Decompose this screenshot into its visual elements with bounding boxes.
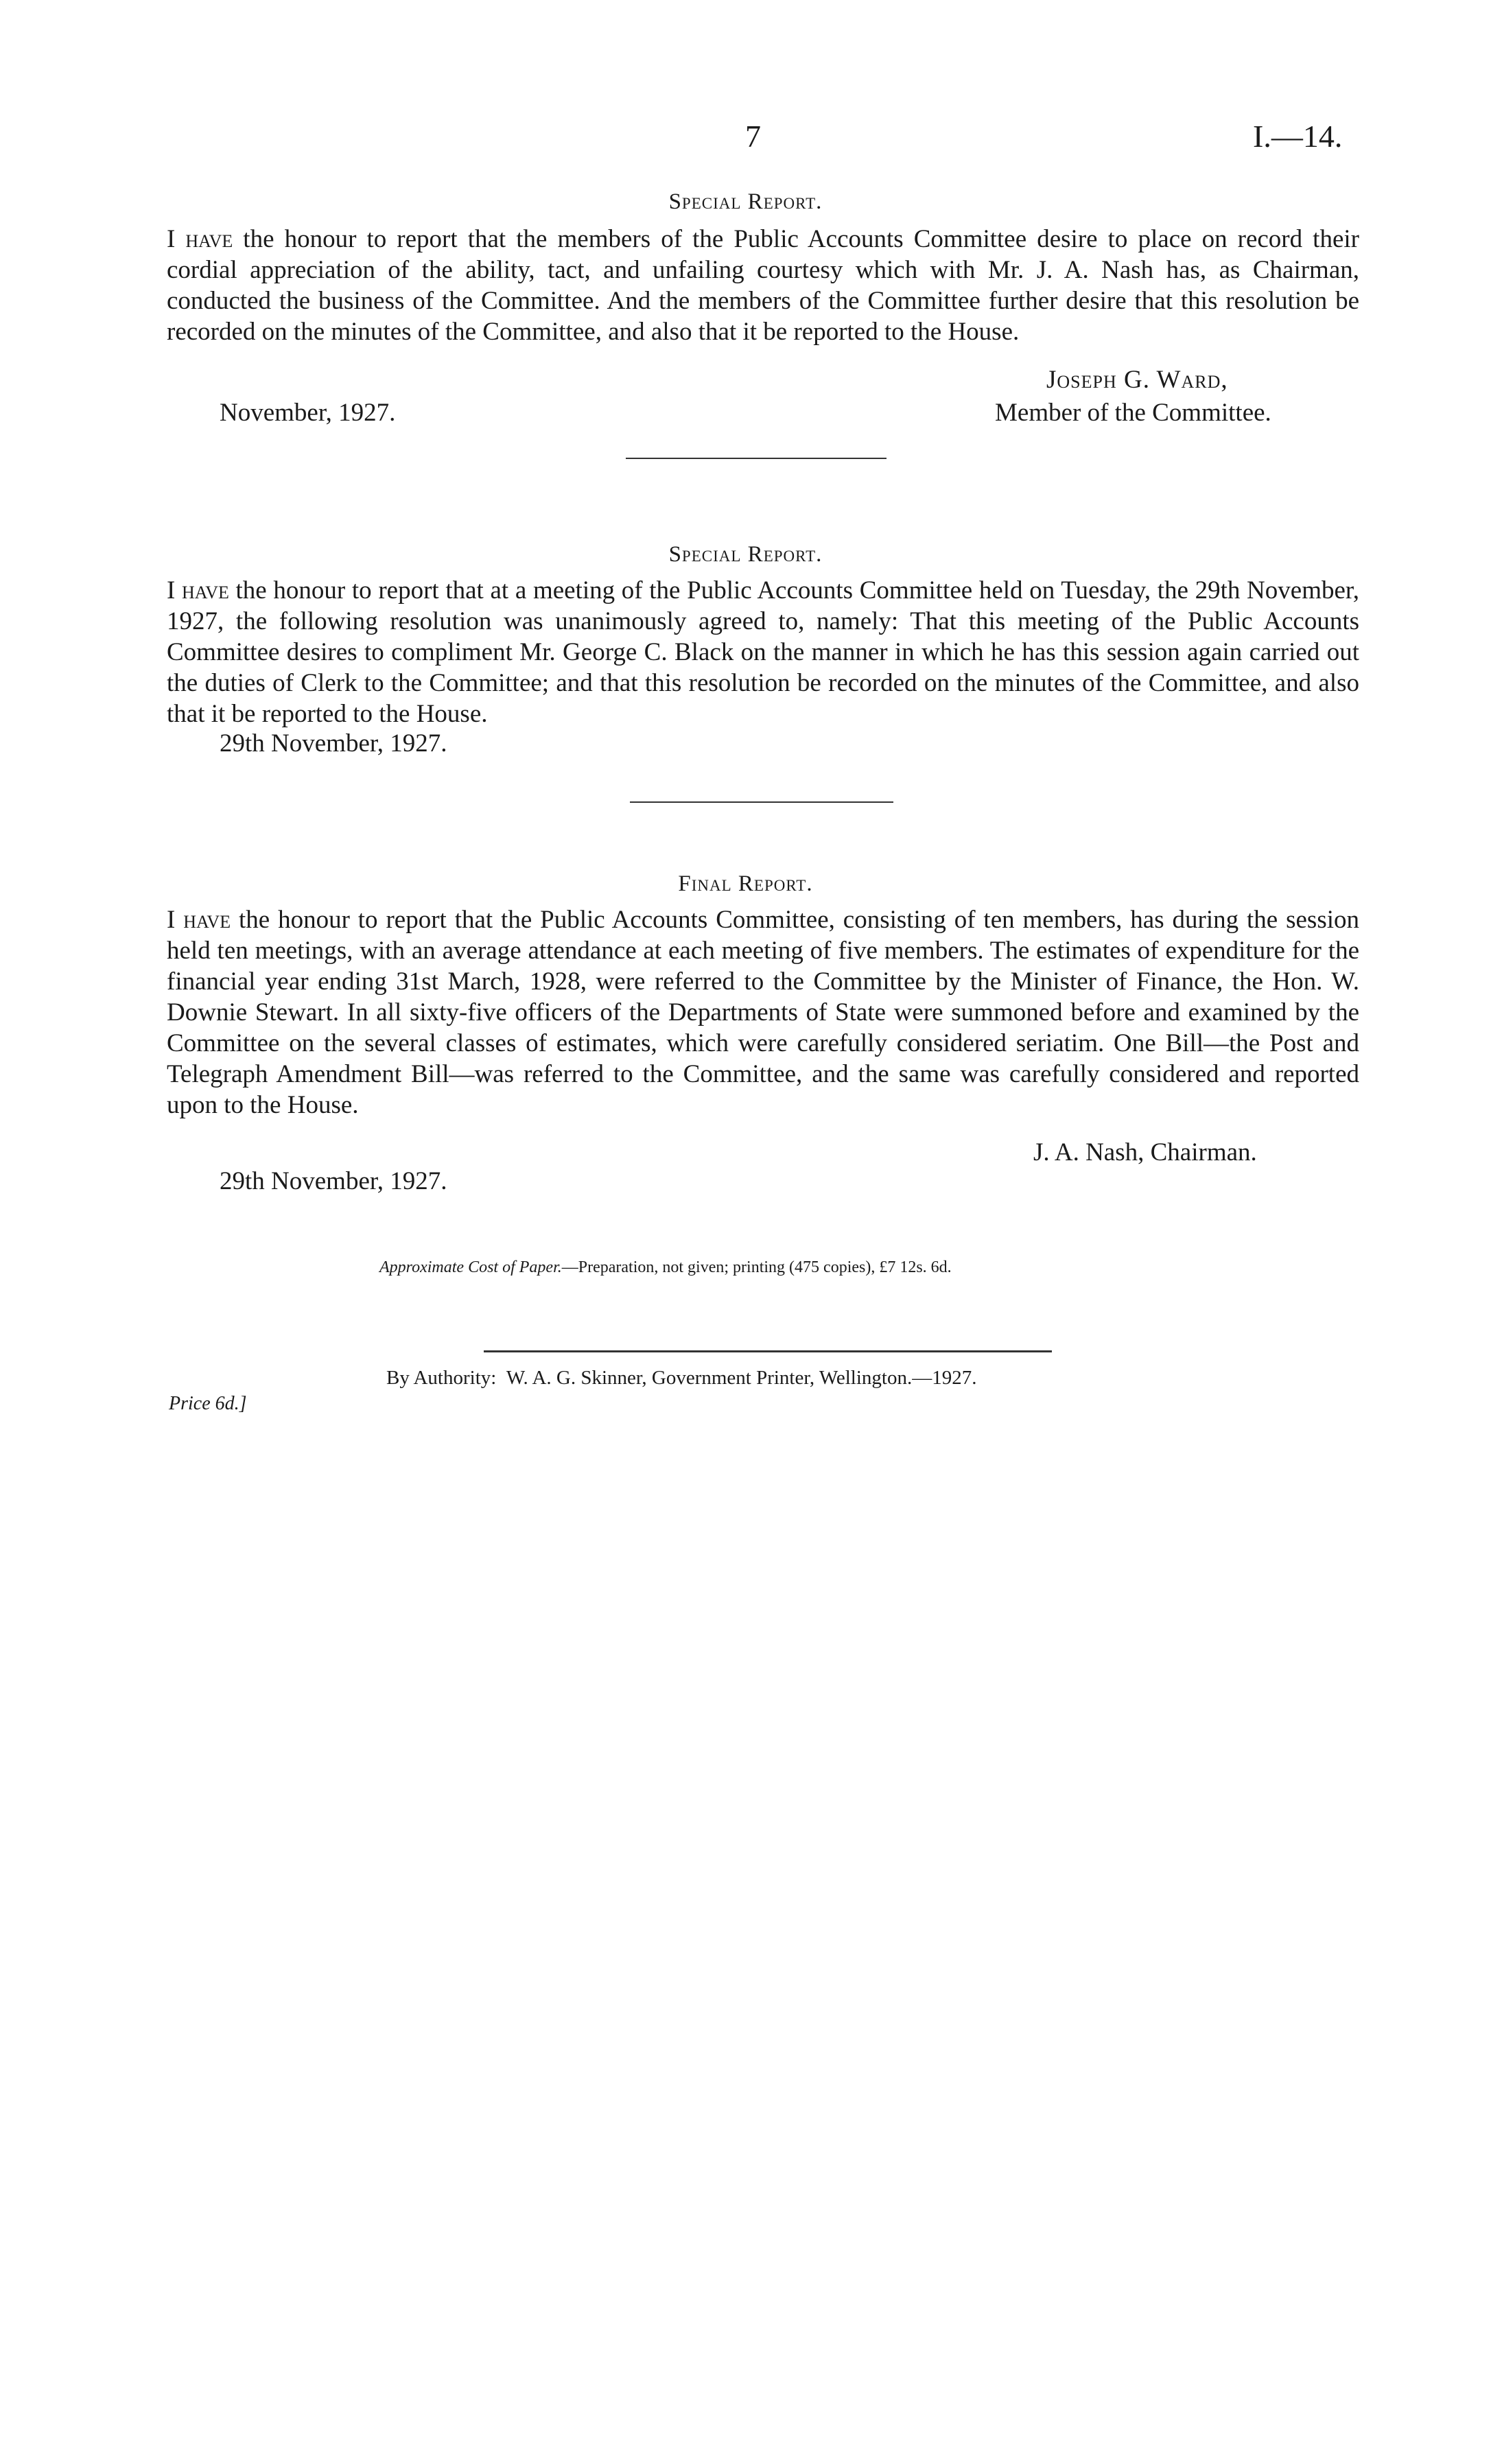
signatory-name: Joseph G. Ward,: [1046, 366, 1228, 394]
authority-line: [386, 1367, 976, 1389]
page-number: 7: [745, 119, 761, 154]
authority-text: W. A. G. Skinner, Government Printer, Wellington.—1927.: [506, 1367, 977, 1389]
cost-of-paper-note: [379, 1258, 952, 1277]
cost-text: —Preparation, not given; printing (475 copies), £7 12s. 6d.: [561, 1258, 952, 1276]
paragraph-body: the honour to report that the Public Accounts Committee, consisting of ten members, has during the session held ten meetings, with an average attendance at each meeting of five members. The estimates of expenditure for the financial year ending 31st March, 1928, were referred to the Committee by the Minister of Finance, the Hon. W. Downie Stewart. In all sixty-five officers of the Departments of State were summoned before and examined by the Committee on the several classes of estimates, which were carefully considered seriatim. One Bill—the Post and Telegraph Amendment Bill—was referred to the Committee, and the same was carefully considered and reported upon to the House.: [167, 906, 1359, 1119]
price: Price 6d.]: [169, 1393, 247, 1414]
paragraph-body: the honour to report that at a meeting of the Public Accounts Committee held on Tuesday, the 29th November, 1927, the following resolution was unanimously agreed to, namely: That this meeting of the Public Accounts Committee desires to compliment Mr. George C. Black on the manner in which he has this session again carried out the duties of Clerk to the Committee; and that this resolution be recorded on the minutes of the Committee, and also that it be reported to the House.: [167, 576, 1359, 728]
chairman-signature: J. A. Nash, Chairman.: [1033, 1138, 1257, 1166]
report-date: 29th November, 1927.: [220, 729, 447, 758]
paragraph-lead: I have: [167, 225, 233, 253]
section-divider: [626, 458, 887, 459]
section-heading: Special Report.: [668, 189, 823, 214]
report-paragraph: [167, 224, 1359, 347]
report-date: November, 1927.: [220, 399, 396, 427]
signatory-role: Member of the Committee.: [995, 399, 1271, 427]
paragraph-lead: I have: [167, 576, 229, 605]
paragraph-lead: I have: [167, 906, 231, 934]
report-paragraph: [167, 904, 1359, 1120]
section-heading: Final Report.: [678, 871, 813, 896]
paper-reference: I.—14.: [1253, 119, 1343, 154]
authority-label: By Authority:: [386, 1367, 497, 1389]
report-paragraph: [167, 575, 1359, 729]
cost-label: Approximate Cost of Paper.: [379, 1258, 562, 1276]
section-heading: Special Report.: [668, 542, 823, 567]
report-date: 29th November, 1927.: [220, 1167, 447, 1195]
paragraph-body: the honour to report that the members of the Public Accounts Committee desire to place on record their cordial appreciation of the ability, tact, and unfailing courtesy which with Mr. J. A. Nash has, as Chairman, conducted the business of the Committee. And the members of the Committee further desire that this resolution be recorded on the minutes of the Committee, and also that it be reported to the House.: [167, 225, 1359, 346]
footer-rule: [484, 1350, 1052, 1352]
signatory-name: [1033, 1138, 1257, 1167]
section-divider: [630, 801, 893, 803]
